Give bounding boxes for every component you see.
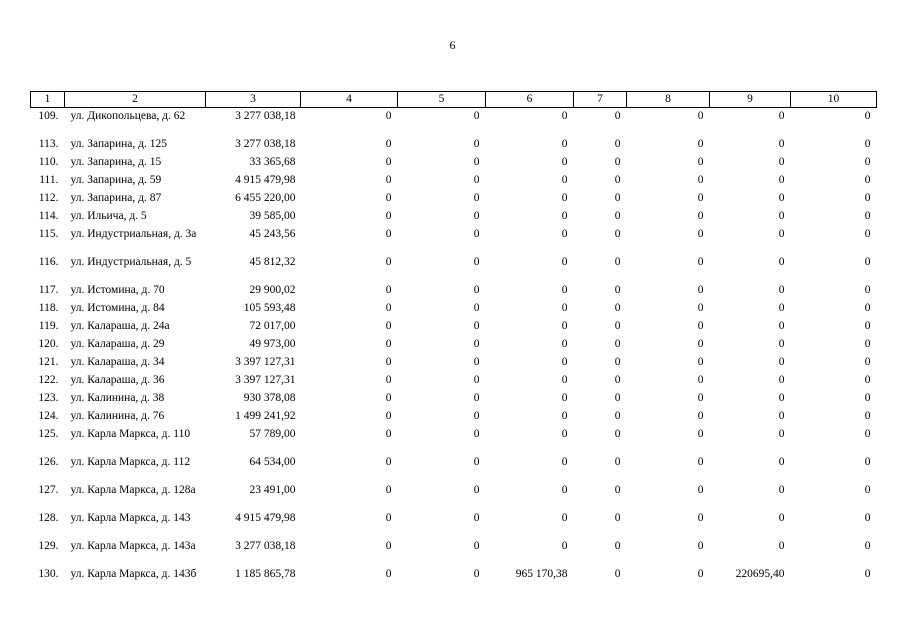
value-cell: 0 bbox=[561, 283, 568, 296]
value-cell: 0 bbox=[561, 391, 568, 404]
value-cell: 0 bbox=[778, 137, 785, 150]
value-cell: 0 bbox=[473, 319, 480, 332]
value-cell: 0 bbox=[778, 427, 785, 440]
row-number: 125. bbox=[38, 427, 59, 440]
value-cell: 0 bbox=[697, 355, 704, 368]
value-cell: 965 170,38 bbox=[515, 567, 568, 580]
value-cell: 0 bbox=[473, 227, 480, 240]
address-cell: ул. Запарина, д. 87 bbox=[70, 191, 162, 204]
row-number: 118. bbox=[38, 301, 59, 314]
value-cell: 0 bbox=[385, 301, 392, 314]
value-cell: 0 bbox=[778, 191, 785, 204]
value-cell: 0 bbox=[864, 511, 871, 524]
value-cell: 0 bbox=[697, 455, 704, 468]
column-header: 9 bbox=[710, 92, 791, 108]
data-table bbox=[30, 91, 877, 594]
value-cell: 0 bbox=[697, 391, 704, 404]
value-cell: 0 bbox=[385, 319, 392, 332]
column-header: 6 bbox=[486, 92, 574, 108]
value-cell: 0 bbox=[561, 319, 568, 332]
value-cell: 0 bbox=[614, 511, 621, 524]
value-cell: 0 bbox=[473, 283, 480, 296]
column-header: 1 bbox=[31, 92, 65, 108]
row-number: 115. bbox=[38, 227, 59, 240]
value-cell: 0 bbox=[473, 173, 480, 186]
header-row bbox=[31, 92, 877, 108]
value-cell: 0 bbox=[385, 511, 392, 524]
value-cell: 0 bbox=[473, 110, 480, 122]
value-cell: 0 bbox=[614, 355, 621, 368]
table-row bbox=[31, 336, 877, 354]
address-cell: ул. Дикопольцева, д. 62 bbox=[70, 110, 186, 122]
value-cell: 0 bbox=[697, 319, 704, 332]
value-cell: 0 bbox=[473, 483, 480, 496]
value-cell: 0 bbox=[385, 427, 392, 440]
amount-cell: 930 378,08 bbox=[243, 391, 296, 404]
value-cell: 0 bbox=[385, 539, 392, 552]
value-cell: 0 bbox=[385, 227, 392, 240]
value-cell: 0 bbox=[778, 483, 785, 496]
value-cell: 0 bbox=[778, 110, 785, 122]
value-cell: 0 bbox=[385, 337, 392, 350]
table-row bbox=[31, 108, 877, 136]
value-cell: 0 bbox=[864, 227, 871, 240]
column-header: 7 bbox=[574, 92, 627, 108]
value-cell: 0 bbox=[561, 373, 568, 386]
row-number: 111. bbox=[39, 173, 59, 186]
value-cell: 0 bbox=[697, 209, 704, 222]
value-cell: 0 bbox=[864, 110, 871, 122]
value-cell: 0 bbox=[561, 427, 568, 440]
value-cell: 0 bbox=[864, 283, 871, 296]
value-cell: 0 bbox=[864, 455, 871, 468]
value-cell: 220695,40 bbox=[735, 567, 785, 580]
table-row bbox=[31, 482, 877, 510]
table-row bbox=[31, 408, 877, 426]
value-cell: 0 bbox=[561, 227, 568, 240]
row-number: 119. bbox=[38, 319, 59, 332]
address-cell: ул. Калараша, д. 24а bbox=[70, 319, 170, 332]
value-cell: 0 bbox=[385, 391, 392, 404]
value-cell: 0 bbox=[778, 373, 785, 386]
value-cell: 0 bbox=[385, 191, 392, 204]
value-cell: 0 bbox=[561, 209, 568, 222]
column-header: 8 bbox=[627, 92, 710, 108]
value-cell: 0 bbox=[385, 155, 392, 168]
value-cell: 0 bbox=[473, 391, 480, 404]
value-cell: 0 bbox=[385, 483, 392, 496]
value-cell: 0 bbox=[697, 567, 704, 580]
value-cell: 0 bbox=[778, 511, 785, 524]
value-cell: 0 bbox=[473, 301, 480, 314]
value-cell: 0 bbox=[697, 137, 704, 150]
row-number: 114. bbox=[38, 209, 59, 222]
value-cell: 0 bbox=[864, 409, 871, 422]
value-cell: 0 bbox=[697, 483, 704, 496]
value-cell: 0 bbox=[614, 427, 621, 440]
table-row bbox=[31, 354, 877, 372]
value-cell: 0 bbox=[778, 355, 785, 368]
value-cell: 0 bbox=[473, 427, 480, 440]
column-header: 10 bbox=[791, 92, 877, 108]
value-cell: 0 bbox=[697, 191, 704, 204]
value-cell: 0 bbox=[697, 337, 704, 350]
value-cell: 0 bbox=[778, 455, 785, 468]
table-row bbox=[31, 226, 877, 254]
value-cell: 0 bbox=[697, 227, 704, 240]
address-cell: ул. Ильича, д. 5 bbox=[70, 209, 147, 222]
value-cell: 0 bbox=[614, 409, 621, 422]
value-cell: 0 bbox=[473, 409, 480, 422]
value-cell: 0 bbox=[385, 283, 392, 296]
value-cell: 0 bbox=[614, 283, 621, 296]
address-cell: ул. Истомина, д. 84 bbox=[70, 301, 165, 314]
value-cell: 0 bbox=[385, 409, 392, 422]
value-cell: 0 bbox=[473, 191, 480, 204]
value-cell: 0 bbox=[778, 301, 785, 314]
value-cell: 0 bbox=[473, 337, 480, 350]
row-number: 116. bbox=[38, 255, 59, 268]
value-cell: 0 bbox=[385, 373, 392, 386]
table-row bbox=[31, 390, 877, 408]
row-number: 110. bbox=[38, 155, 59, 168]
value-cell: 0 bbox=[697, 255, 704, 268]
value-cell: 0 bbox=[614, 227, 621, 240]
amount-cell: 4 915 479,98 bbox=[235, 173, 296, 186]
value-cell: 0 bbox=[561, 337, 568, 350]
value-cell: 0 bbox=[385, 110, 392, 122]
table-row bbox=[31, 566, 877, 594]
row-number: 123. bbox=[38, 391, 59, 404]
amount-cell: 39 585,00 bbox=[249, 209, 296, 222]
table-row bbox=[31, 154, 877, 172]
value-cell: 0 bbox=[561, 539, 568, 552]
value-cell: 0 bbox=[697, 301, 704, 314]
amount-cell: 3 397 127,31 bbox=[235, 355, 296, 368]
address-cell: ул. Калинина, д. 38 bbox=[70, 391, 165, 404]
value-cell: 0 bbox=[697, 373, 704, 386]
value-cell: 0 bbox=[864, 355, 871, 368]
amount-cell: 3 277 038,18 bbox=[235, 110, 296, 122]
address-cell: ул. Запарина, д. 59 bbox=[70, 173, 162, 186]
column-header: 2 bbox=[65, 92, 206, 108]
value-cell: 0 bbox=[561, 355, 568, 368]
address-cell: ул. Калараша, д. 29 bbox=[70, 337, 165, 350]
column-header: 4 bbox=[301, 92, 398, 108]
row-number: 117. bbox=[38, 283, 59, 296]
value-cell: 0 bbox=[614, 255, 621, 268]
value-cell: 0 bbox=[473, 155, 480, 168]
value-cell: 0 bbox=[614, 337, 621, 350]
value-cell: 0 bbox=[561, 483, 568, 496]
value-cell: 0 bbox=[864, 337, 871, 350]
amount-cell: 1 185 865,78 bbox=[235, 567, 296, 580]
value-cell: 0 bbox=[473, 355, 480, 368]
value-cell: 0 bbox=[864, 191, 871, 204]
amount-cell: 45 243,56 bbox=[249, 227, 296, 240]
table-row bbox=[31, 318, 877, 336]
value-cell: 0 bbox=[864, 137, 871, 150]
value-cell: 0 bbox=[778, 391, 785, 404]
table-row bbox=[31, 300, 877, 318]
value-cell: 0 bbox=[561, 255, 568, 268]
value-cell: 0 bbox=[864, 427, 871, 440]
value-cell: 0 bbox=[473, 455, 480, 468]
value-cell: 0 bbox=[864, 255, 871, 268]
value-cell: 0 bbox=[561, 301, 568, 314]
value-cell: 0 bbox=[473, 511, 480, 524]
value-cell: 0 bbox=[864, 319, 871, 332]
value-cell: 0 bbox=[697, 539, 704, 552]
table-row bbox=[31, 538, 877, 566]
table-row bbox=[31, 190, 877, 208]
table-row bbox=[31, 454, 877, 482]
value-cell: 0 bbox=[697, 173, 704, 186]
address-cell: ул. Калараша, д. 34 bbox=[70, 355, 165, 368]
value-cell: 0 bbox=[697, 155, 704, 168]
row-number: 112. bbox=[38, 191, 59, 204]
value-cell: 0 bbox=[614, 209, 621, 222]
amount-cell: 29 900,02 bbox=[249, 283, 296, 296]
value-cell: 0 bbox=[778, 319, 785, 332]
table-row bbox=[31, 426, 877, 454]
table-row bbox=[31, 172, 877, 190]
value-cell: 0 bbox=[614, 155, 621, 168]
value-cell: 0 bbox=[561, 155, 568, 168]
value-cell: 0 bbox=[473, 567, 480, 580]
amount-cell: 3 277 038,18 bbox=[235, 137, 296, 150]
table-row bbox=[31, 510, 877, 538]
table-row bbox=[31, 254, 877, 282]
value-cell: 0 bbox=[614, 455, 621, 468]
value-cell: 0 bbox=[473, 209, 480, 222]
value-cell: 0 bbox=[697, 409, 704, 422]
address-cell: ул. Калараша, д. 36 bbox=[70, 373, 165, 386]
address-cell: ул. Калинина, д. 76 bbox=[70, 409, 165, 422]
row-number: 127. bbox=[38, 483, 59, 496]
value-cell: 0 bbox=[864, 209, 871, 222]
value-cell: 0 bbox=[778, 337, 785, 350]
table-row bbox=[31, 208, 877, 226]
value-cell: 0 bbox=[614, 319, 621, 332]
value-cell: 0 bbox=[561, 409, 568, 422]
value-cell: 0 bbox=[778, 173, 785, 186]
value-cell: 0 bbox=[385, 355, 392, 368]
value-cell: 0 bbox=[561, 110, 568, 122]
amount-cell: 3 397 127,31 bbox=[235, 373, 296, 386]
address-cell: ул. Карла Маркса, д. 143б bbox=[70, 567, 197, 580]
value-cell: 0 bbox=[778, 409, 785, 422]
table-row bbox=[31, 372, 877, 390]
value-cell: 0 bbox=[864, 173, 871, 186]
value-cell: 0 bbox=[614, 391, 621, 404]
table-row bbox=[31, 282, 877, 300]
value-cell: 0 bbox=[614, 567, 621, 580]
row-number: 128. bbox=[38, 511, 59, 524]
value-cell: 0 bbox=[385, 209, 392, 222]
page-number: 6 bbox=[449, 38, 456, 52]
address-cell: ул. Запарина, д. 15 bbox=[70, 155, 162, 168]
value-cell: 0 bbox=[561, 511, 568, 524]
row-number: 130. bbox=[38, 567, 59, 580]
address-cell: ул. Карла Маркса, д. 110 bbox=[70, 427, 191, 440]
value-cell: 0 bbox=[385, 173, 392, 186]
value-cell: 0 bbox=[778, 155, 785, 168]
amount-cell: 45 812,32 bbox=[249, 255, 296, 268]
value-cell: 0 bbox=[864, 373, 871, 386]
value-cell: 0 bbox=[697, 427, 704, 440]
address-cell: ул. Карла Маркса, д. 112 bbox=[70, 455, 191, 468]
amount-cell: 57 789,00 bbox=[249, 427, 296, 440]
value-cell: 0 bbox=[473, 539, 480, 552]
value-cell: 0 bbox=[473, 137, 480, 150]
value-cell: 0 bbox=[778, 209, 785, 222]
value-cell: 0 bbox=[864, 483, 871, 496]
address-cell: ул. Индустриальная, д. 3а bbox=[70, 227, 197, 240]
amount-cell: 49 973,00 bbox=[249, 337, 296, 350]
value-cell: 0 bbox=[561, 191, 568, 204]
value-cell: 0 bbox=[614, 373, 621, 386]
row-number: 124. bbox=[38, 409, 59, 422]
row-number: 109. bbox=[38, 110, 59, 122]
row-number: 122. bbox=[38, 373, 59, 386]
address-cell: ул. Запарина, д. 125 bbox=[70, 137, 167, 150]
amount-cell: 33 365,68 bbox=[249, 155, 296, 168]
row-number: 113. bbox=[38, 137, 59, 150]
value-cell: 0 bbox=[614, 137, 621, 150]
value-cell: 0 bbox=[614, 110, 621, 122]
address-cell: ул. Карла Маркса, д. 143а bbox=[70, 539, 196, 552]
value-cell: 0 bbox=[778, 283, 785, 296]
row-number: 126. bbox=[38, 455, 59, 468]
value-cell: 0 bbox=[864, 567, 871, 580]
value-cell: 0 bbox=[697, 283, 704, 296]
value-cell: 0 bbox=[778, 255, 785, 268]
column-header: 3 bbox=[206, 92, 301, 108]
address-cell: ул. Истомина, д. 70 bbox=[70, 283, 165, 296]
value-cell: 0 bbox=[864, 301, 871, 314]
value-cell: 0 bbox=[561, 137, 568, 150]
value-cell: 0 bbox=[473, 373, 480, 386]
row-number: 129. bbox=[38, 539, 59, 552]
amount-cell: 23 491,00 bbox=[249, 483, 296, 496]
table-row bbox=[31, 136, 877, 154]
value-cell: 0 bbox=[473, 255, 480, 268]
column-header: 5 bbox=[398, 92, 486, 108]
row-number: 121. bbox=[38, 355, 59, 368]
value-cell: 0 bbox=[385, 137, 392, 150]
amount-cell: 4 915 479,98 bbox=[235, 511, 296, 524]
address-cell: ул. Карла Маркса, д. 128а bbox=[70, 483, 196, 496]
value-cell: 0 bbox=[778, 227, 785, 240]
row-number: 120. bbox=[38, 337, 59, 350]
address-cell: ул. Индустриальная, д. 5 bbox=[70, 255, 192, 268]
value-cell: 0 bbox=[864, 539, 871, 552]
amount-cell: 105 593,48 bbox=[243, 301, 296, 314]
amount-cell: 1 499 241,92 bbox=[235, 409, 296, 422]
value-cell: 0 bbox=[778, 539, 785, 552]
amount-cell: 6 455 220,00 bbox=[235, 191, 296, 204]
amount-cell: 3 277 038,18 bbox=[235, 539, 296, 552]
address-cell: ул. Карла Маркса, д. 143 bbox=[70, 511, 191, 524]
amount-cell: 72 017,00 bbox=[249, 319, 296, 332]
value-cell: 0 bbox=[614, 173, 621, 186]
value-cell: 0 bbox=[561, 173, 568, 186]
value-cell: 0 bbox=[385, 567, 392, 580]
value-cell: 0 bbox=[385, 455, 392, 468]
value-cell: 0 bbox=[385, 255, 392, 268]
value-cell: 0 bbox=[561, 455, 568, 468]
amount-cell: 64 534,00 bbox=[249, 455, 296, 468]
value-cell: 0 bbox=[697, 511, 704, 524]
value-cell: 0 bbox=[614, 301, 621, 314]
value-cell: 0 bbox=[864, 155, 871, 168]
value-cell: 0 bbox=[614, 191, 621, 204]
value-cell: 0 bbox=[614, 539, 621, 552]
value-cell: 0 bbox=[614, 483, 621, 496]
value-cell: 0 bbox=[864, 391, 871, 404]
value-cell: 0 bbox=[697, 110, 704, 122]
